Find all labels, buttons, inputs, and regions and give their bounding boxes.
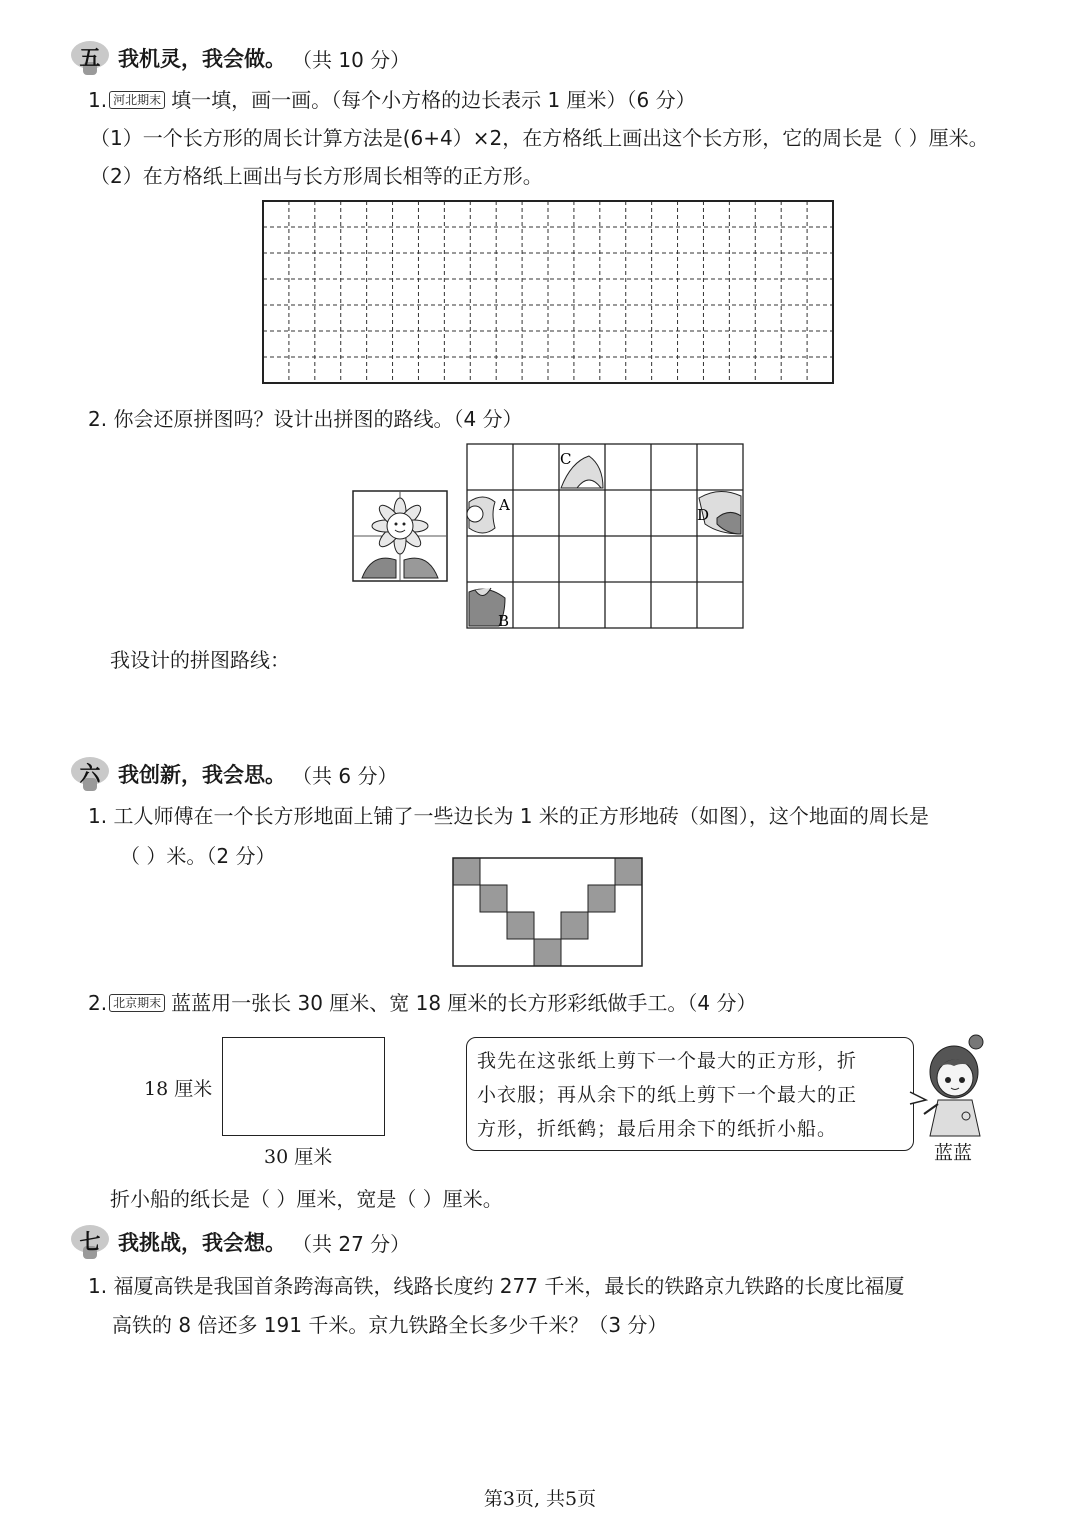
section-badge — [70, 756, 110, 792]
question-6-1-line2: （ ）米。（2 分） — [120, 844, 276, 868]
section-title: 我创新，我会思。 — [118, 763, 286, 787]
section-score: （共 10 分） — [292, 47, 411, 72]
section-number: 六 — [79, 762, 101, 786]
label-b: B — [498, 612, 510, 630]
puzzle-piece-a-icon — [467, 497, 495, 533]
section-badge — [70, 40, 110, 76]
label-a: A — [499, 496, 510, 514]
question-7-1-line1: 1. 福厦高铁是我国首条跨海高铁，线路长度约 277 千米，最长的铁路京九铁路的长度比福厦 — [88, 1274, 905, 1298]
section-five-header — [70, 40, 410, 76]
question-7-1-line2: 高铁的 8 倍还多 191 千米。京九铁路全长多少千米？（3 分） — [112, 1313, 668, 1337]
paper-rectangle — [222, 1037, 385, 1136]
section-number: 五 — [79, 46, 101, 70]
puzzle-picture — [352, 490, 448, 582]
question-5-1-sub2: （2）在方格纸上画出与长方形周长相等的正方形。 — [90, 164, 543, 188]
section-title: 我挑战，我会想。 — [118, 1231, 286, 1255]
boat-paper-answer: 折小船的纸长是（ ）厘米，宽是（ ）厘米。 — [110, 1187, 503, 1211]
puzzle-board[interactable] — [465, 442, 746, 630]
speech-bubble — [466, 1037, 914, 1151]
bubble-line: 我先在这张纸上剪下一个最大的正方形，折 — [477, 1050, 858, 1072]
question-5-1 — [88, 86, 696, 114]
bubble-line: 方形，折纸鹤；最后用余下的纸折小船。 — [477, 1118, 838, 1140]
section-six-header — [70, 756, 397, 792]
page-footer: 第3页, 共5页 — [483, 1488, 597, 1510]
question-text: 蓝蓝用一张长 30 厘米、宽 18 厘米的长方形彩纸做手工。（4 分） — [171, 991, 757, 1015]
question-5-2: 2. 你会还原拼图吗？设计出拼图的路线。（4 分） — [88, 407, 523, 431]
label-c: C — [560, 450, 572, 468]
section-title: 我机灵，我会做。 — [118, 47, 286, 71]
section-number: 七 — [79, 1230, 101, 1254]
question-5-1-sub1: （1）一个长方形的周长计算方法是(6+4）×2，在方格纸上画出这个长方形，它的周长是（ ）厘米。 — [90, 126, 989, 150]
question-text: 填一填，画一画。（每个小方格的边长表示 1 厘米）（6 分） — [171, 88, 696, 112]
girl-character-icon — [918, 1032, 990, 1140]
source-tag: 河北期末 — [109, 91, 165, 109]
section-score: （共 6 分） — [292, 763, 398, 788]
question-6-2 — [88, 989, 757, 1017]
question-6-1-line1: 1. 工人师傅在一个长方形地面上铺了一些边长为 1 米的正方形地砖（如图），这个地面的周长是 — [88, 804, 929, 828]
grid-paper[interactable] — [260, 198, 836, 386]
character-name: 蓝蓝 — [934, 1142, 973, 1164]
section-score: （共 27 分） — [292, 1231, 411, 1256]
source-tag: 北京期末 — [109, 994, 165, 1012]
rect-width-label: 18 厘米 — [144, 1078, 213, 1100]
bubble-text — [477, 1044, 857, 1146]
question-number: 2. — [88, 991, 108, 1015]
section-seven-header — [70, 1224, 410, 1260]
label-d: D — [697, 506, 710, 524]
bubble-line: 小衣服；再从余下的纸上剪下一个最大的正 — [477, 1084, 858, 1106]
question-number: 1. — [88, 88, 108, 112]
rect-length-label: 30 厘米 — [264, 1146, 333, 1168]
answer-route-label: 我设计的拼图路线： — [110, 648, 290, 672]
section-badge — [70, 1224, 110, 1260]
tile-floor-figure — [451, 856, 644, 968]
